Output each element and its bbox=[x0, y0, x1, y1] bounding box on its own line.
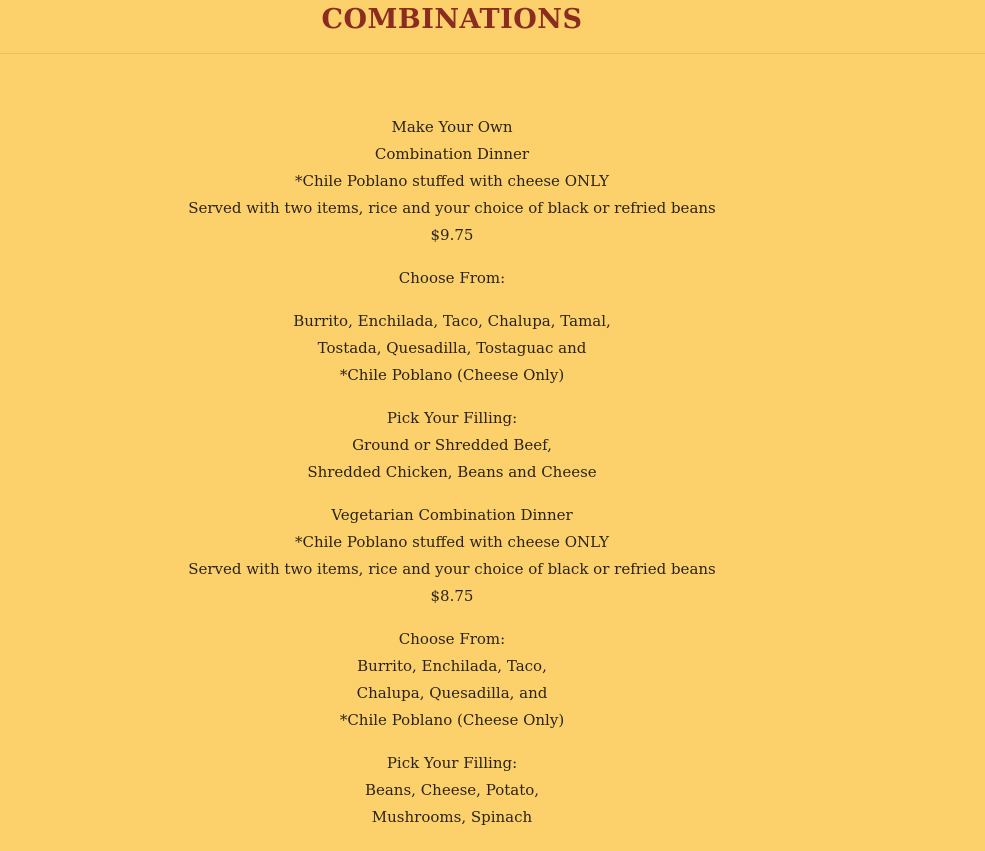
menu-item-name: Combination Dinner bbox=[374, 145, 530, 163]
menu-item-price: $9.75 bbox=[430, 226, 474, 244]
page-header bbox=[0, 0, 985, 54]
section-label: Pick Your Filling: bbox=[386, 754, 518, 772]
list-item: *Chile Poblano (Cheese Only) bbox=[339, 711, 565, 729]
list-item: Ground or Shredded Beef, bbox=[352, 436, 552, 454]
make-your-own-filling bbox=[0, 405, 904, 486]
vegetarian-filling bbox=[0, 750, 904, 831]
menu-item-description: Served with two items, rice and your choice of black or refried beans bbox=[188, 560, 716, 578]
menu-item-note: *Chile Poblano stuffed with cheese ONLY bbox=[294, 533, 610, 551]
list-item: Beans, Cheese, Potato, bbox=[364, 781, 540, 799]
list-item: Shredded Chicken, Beans and Cheese bbox=[307, 463, 597, 481]
page-title: COMBINATIONS bbox=[321, 4, 583, 35]
make-your-own-choose-list bbox=[0, 308, 904, 389]
menu-item-note: *Chile Poblano stuffed with cheese ONLY bbox=[294, 172, 610, 190]
menu-item-price: $8.75 bbox=[430, 587, 474, 605]
section-label: Pick Your Filling: bbox=[386, 409, 518, 427]
list-item: Chalupa, Quesadilla, and bbox=[356, 684, 548, 702]
make-your-own-choose-label bbox=[0, 265, 904, 292]
list-item: Mushrooms, Spinach bbox=[371, 808, 533, 826]
list-item: Burrito, Enchilada, Taco, Chalupa, Tamal, bbox=[293, 312, 611, 330]
vegetarian-details bbox=[0, 502, 904, 610]
menu-item-description: Served with two items, rice and your choice of black or refried beans bbox=[188, 199, 716, 217]
menu-item-name: Make Your Own bbox=[391, 118, 513, 136]
menu-item-name: Vegetarian Combination Dinner bbox=[331, 506, 573, 524]
list-item: Tostada, Quesadilla, Tostaguac and bbox=[317, 339, 587, 357]
section-label: Choose From: bbox=[398, 269, 506, 287]
vegetarian-choose bbox=[0, 626, 904, 734]
make-your-own-details bbox=[0, 114, 904, 249]
menu-content bbox=[0, 114, 904, 847]
list-item: Burrito, Enchilada, Taco, bbox=[357, 657, 547, 675]
section-label: Choose From: bbox=[398, 630, 506, 648]
list-item: *Chile Poblano (Cheese Only) bbox=[339, 366, 565, 384]
